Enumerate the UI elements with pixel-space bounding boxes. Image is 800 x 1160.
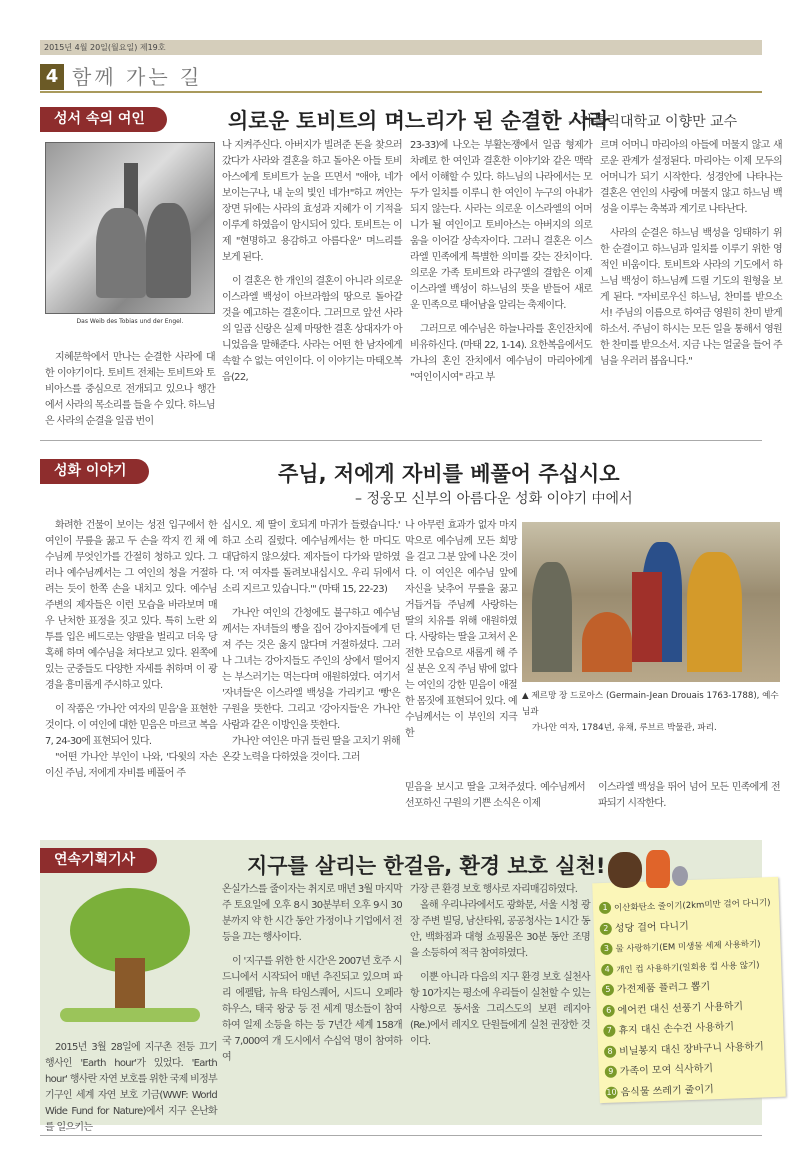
paragraph: 이뿐 아니라 다음의 지구 환경 보호 실천사항 10가지는 평소에 우리들이 실천할 수 있는 사항으로 동서울 그리스도의 보편 레지아(Re.)에서 레지오 단원들에게 실천 권장한 것이다. [410,972,590,1047]
article3-column-1 [45,1040,217,1136]
number-badge: 10 [605,1086,617,1098]
tree-illustration [60,888,200,1028]
article2-column-1 [45,518,217,782]
paragraph: 지혜문학에서 만나는 순결한 사라에 대한 이야기이다. 토비트 전체는 토비트와 토비아스를 중심으로 전개되고 있으나 행간에서 사라의 목소리를 들을 수 있다. 하느님은 사라의 순결을 일곱 번이 [45,352,215,427]
painting-caption [522,688,782,736]
checklist-text: 성당 걸어 다니기 [614,920,689,935]
page-number: 4 [40,64,64,90]
article2-column-4 [598,780,780,812]
paragraph: 십시오. 제 딸이 호되게 마귀가 들렸습니다.' 하고 소리 질렀다. 예수님께서는 한 마디도 대답하지 않으셨다. 제자들이 다가와 말하였다. '저 여자를 돌려보내십시오. 우리 뒤에서 소리 지르고 있습니다.'" (마태 15, 22-23) [222,520,400,595]
checklist-text: 물 사랑하기(EM 미생물 세제 사용하기) [615,939,761,955]
checklist-text: 개인 컵 사용하기(일회용 컵 사용 않기) [616,960,760,976]
checklist-text: 에어컨 대신 선풍기 사용하기 [617,1000,744,1016]
paragraph: 가나안 여인의 간청에도 불구하고 예수님께서는 자녀들의 빵을 집어 강아지들에게 던져 주는 것은 옳지 않다며 거절하셨다. 그러나 그녀는 강아지들도 주인의 상에서 떨어지는 부스러기는 먹는다며 애원하였다. 여기서 '자녀들'은 이스라엘 백성을 가리키고 '빵'은 구원을 뜻한다. 그리고 '강아지들'은 가나안 사람과 같은 이방인을 뜻한다. [222,608,400,731]
article1-column-1 [45,350,215,430]
paragraph: 화려한 건물이 보이는 성전 입구에서 한 여인이 무릎을 꿇고 두 손을 깍지 낀 채 예수님께 무엇인가를 간절히 청하고 있다. 그러나 예수님께서는 그 여인의 청을 거절하려는 듯이 한쪽 손을 내치고 있다. 예수님 주변의 제자들은 이런 모습을 바라보며 매우 난처한 표정을 짓고 있다. 특히 노란 외투를 입은 베드로는 양팔을 벌리고 더욱 당혹해 하며 예수님을 쳐다보고 있다. 왼쪽에 있는 군중들도 다양한 자세를 취하며 이 광경을 흥미롭게 주시하고 있다. [45,520,217,691]
paragraph: 이 작품은 '가나안 여자의 믿음'을 표현한 것이다. 이 여인에 대한 믿음은 마르코 복음 7, 24-30에 표현되어 있다. [45,704,217,747]
article2-title: 주님, 저에게 자비를 베풀어 주십시오 [278,462,620,486]
paragraph: 믿음을 보시고 딸을 고쳐주셨다. 예수님께서 선포하신 구원의 기쁜 소식은 이제 [405,782,585,809]
number-badge: 8 [604,1045,616,1057]
paragraph: 나 지켜주신다. 아버지가 빌려준 돈을 찾으러 갔다가 사라와 결혼을 하고 돌아온 아들 토비아스에게 토비트가 눈을 뜨면서 "애야, 네가 보이는구나, 내 눈의 빛인 네가!"하고 껴안는 장면 뒤에는 사라의 효성과 지혜가 이 기적을 이루게 하였음이 암시되어 있다. 토비트는 이제 "현명하고 용감하고 아름다운" 며느리를 보게 된다. [222,140,402,263]
checklist-text: 음식물 쓰레기 줄이기 [620,1083,714,1098]
number-badge: 2 [600,922,612,934]
paragraph: 온실가스를 줄이자는 취지로 매년 3월 마지막 주 토요일에 오후 8시 30분부터 오후 9시 30분까지 약 한 시간 동안 가정이나 기업에서 전등을 끄는 행사이다. [222,884,402,943]
painting-image [522,522,780,682]
article1-image-caption: Das Weib des Tobias und der Engel. [76,318,184,325]
checklist-note [592,877,786,1103]
paragraph: 그러므로 예수님은 하늘나라를 혼인잔치에 비유하신다. (마태 22, 1-14). 요한복음에서도 가나의 혼인 잔치에서 예수님이 마리아에게 "여인이시여" 라고 부 [410,324,592,383]
article3-column-3 [410,882,590,1050]
divider [40,91,762,93]
number-badge: 9 [605,1066,617,1078]
checklist-text: 가족이 모여 식사하기 [619,1063,714,1078]
paragraph: 가나안 여인은 마귀 들린 딸을 고치기 위해 온갖 노력을 다하였을 것이다. 그러 [222,736,400,763]
paragraph: 이 '지구를 위한 한 시간'은 2007년 호주 시드니에서 시작되어 매년 추진되고 있으며 파리 에펠탑, 뉴욕 타임스퀘어, 시드니 오페라 하우스, 태국 왕궁 등 전 세계 명소들이 참여하여 일제 소등을 하는 등 7년간 세계 158개국 7,000여 개 도시에서 수십억 명이 참여하여 [222,956,402,1063]
article3-title: 지구를 살리는 한걸음, 환경 보호 실천! [247,854,606,878]
checklist-text: 이산화탄소 줄이기(2km미만 걸어 다니기) [613,898,771,914]
checklist-text: 비닐봉지 대신 장바구니 사용하기 [618,1040,764,1057]
mouse-illustration [672,866,688,886]
caption-line: ▲ 제르망 장 드로아스 (Germain-Jean Drouais 1763-1788), 예수님과 [522,691,779,717]
bear-illustration [608,852,642,888]
checklist-text: 가전제품 플러그 뽑기 [616,981,711,996]
checklist [592,877,786,1104]
article1-label: 성서 속의 여인 [40,107,167,132]
number-badge: 5 [602,984,614,996]
dateline: 2015년 4월 20일(월요일) 제19호 [40,40,762,55]
paragraph: "어떤 가나안 부인이 나와, '다윗의 자손이신 주님, 저에게 자비를 베풀어 주 [45,752,217,779]
divider [40,440,762,441]
number-badge: 7 [603,1025,615,1037]
article1-byline: – 가톨릭대학교 이향만 교수 [568,114,738,130]
paragraph: 2015년 3월 28일에 지구촌 전등 끄기 행사인 'Earth hour'가 있었다. 'Earth hour' 행사란 자연 보호를 위한 국제 비정부 기구인 세계 자연 보호 기금(WWF: World Wide Fund for Nature)에서 지구 온난화를 일으키는 [45,1042,217,1133]
number-badge: 1 [599,902,611,914]
paragraph: 이스라엘 백성을 뛰어 넘어 모든 민족에게 전파되기 시작한다. [598,782,780,809]
article2-column-2 [222,518,400,766]
article1-column-3 [410,138,592,386]
article1-title: 의로운 토비트의 며느리가 된 순결한 사라 [228,109,610,133]
article3-column-2 [222,882,402,1066]
paragraph: 나 아무런 효과가 없자 마지막으로 예수님께 모든 희망을 걸고 그분 앞에 나온 것이다. 이 여인은 예수님 앞에 자신을 낮추어 무릎을 꿇고 거듭거듭 주님께 사랑하는 딸의 치유를 위해 애원하였다. 사랑하는 딸을 고쳐서 온전한 모습으로 새롭게 해 주실 분은 오직 주님 밖에 없다는 여인의 강한 믿음이 애절한 몸짓에 표현되어 있다. 예수님께서는 이 부인의 지극한 [405,520,517,739]
paragraph: 23-33)에 나오는 부활논쟁에서 일곱 형제가 차례로 한 여인과 결혼한 이야기와 같은 맥락에서 이해할 수 있다. 하느님의 나라에서는 모두가 일치를 이루니 한 여인이 누구의 아내가 되지 않는다. 사라는 의로운 이스라엘의 어머니가 될 여인이고 토비아스는 아버지의 의로움을 이어갈 상속자이다. 그러니 결혼은 이스라엘 민족에게 특별한 의미를 갖는 잔치이다. 의로운 가족 토비트와 라구엘의 결합은 이제 이스라엘 백성이 하느님의 뜻을 받들어 새로운 민족으로 태어남을 알리는 축제이다. [410,140,592,311]
paragraph: 사라의 순결은 하느님 백성을 잉태하기 위한 순결이고 하느님과 일치를 이루기 위한 영적인 비움이다. 토비트와 사라의 기도에서 하느님 백성이 하느님께 드릴 기도의 원형을 보게 된다. "자비로우신 하느님, 찬미를 받으소서! 주님의 이름으로 하여금 영원히 찬미 받게 하소서. 주님이 하시는 모든 일을 통해서 영원한 찬미를 받으소서. 지금 나는 얼굴을 들어 주님을 우러러 봅옵니다." [600,228,782,367]
article3-label: 연속기획기사 [40,848,157,873]
article1-engraving-image [45,142,215,314]
caption-line: 가나안 여자, 1784년, 유채, 루브르 박물관, 파리. [532,723,717,733]
fox-illustration [646,850,670,888]
paragraph: 이 결혼은 한 개인의 결혼이 아니라 의로운 이스라엘 백성이 아브라함의 땅으로 돌아갈 것을 예고하는 결혼이다. 그러므로 앞선 사라의 일곱 신랑은 실제 마땅한 결혼 상대자가 아니었음을 말해준다. 사라는 어떤 한 남자에게 속할 수 없는 여인이다. 이 이야기는 마태오복음(22, [222,276,402,383]
article2-column-3 [405,518,517,742]
number-badge: 3 [600,943,612,955]
article1-column-2 [222,138,402,386]
number-badge: 6 [602,1004,614,1016]
number-badge: 4 [601,963,613,975]
section-title: 함께 가는 길 [72,65,203,89]
article2-byline: – 정웅모 신부의 아름다운 성화 이야기 中에서 [355,491,633,507]
checklist-text: 휴지 대신 손수건 사용하기 [618,1021,735,1037]
paragraph: 르며 어머니 마리아의 아들에 머물지 않고 새로운 관계가 설정된다. 마리아는 이제 모두의 어머니가 되기 시작한다. 성경안에 나타나는 결혼은 연인의 사랑에 머물지 않고 하느님 백성을 이루는 축복과 계기로 나타난다. [600,140,782,215]
article2-column-3-continued [405,780,585,812]
paragraph: 올해 우리나라에서도 광화문, 서울 시청 광장 주변 빌딩, 남산타워, 공공청사는 1시간 동안, 백화점과 대형 쇼핑몰은 30분 동안 조명을 소등하여 적극 참여하였다. [410,900,590,959]
article2-label: 성화 이야기 [40,459,149,484]
article1-column-4 [600,138,782,370]
paragraph: 가장 큰 환경 보호 행사로 자리매김하였다. [410,884,578,895]
